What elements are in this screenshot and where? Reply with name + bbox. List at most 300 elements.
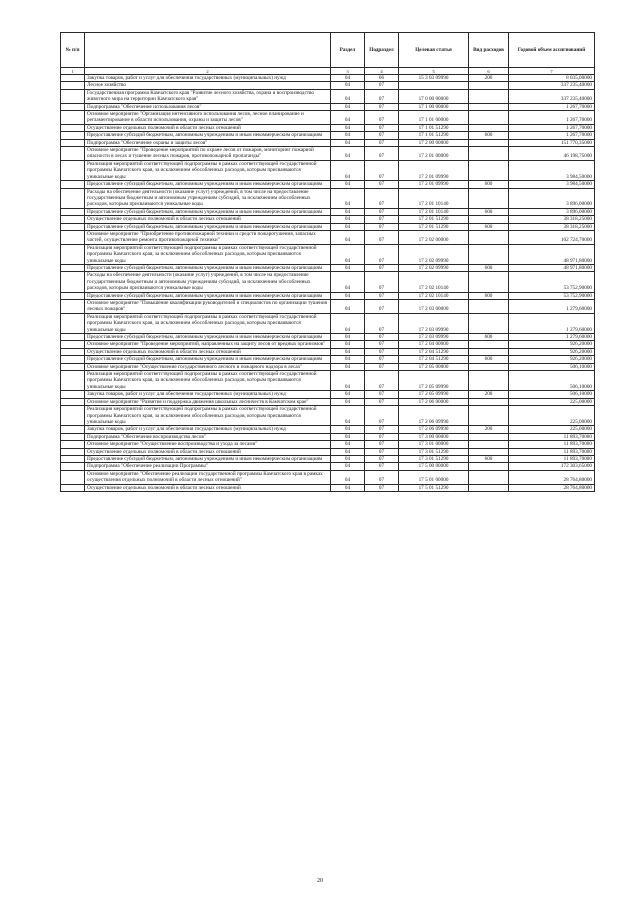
table-row bbox=[61, 160, 595, 180]
row-podrazdel-cell: 07 bbox=[365, 82, 399, 89]
row-vid-cell bbox=[469, 463, 509, 470]
table-row bbox=[61, 348, 595, 355]
row-vid-cell bbox=[469, 484, 509, 491]
row-statya-cell: 17 2 02 09990 bbox=[399, 244, 469, 264]
row-vid-cell: 600 bbox=[469, 223, 509, 230]
table-row bbox=[61, 75, 595, 82]
row-name-cell: Лесное хозяйство bbox=[85, 82, 331, 89]
row-name-cell: Основное мероприятие "Приобретение противопожарной техники и средств пожаротушения, запасных частей, осуществление ремонта противопожарной техники" bbox=[85, 230, 331, 244]
row-number-cell bbox=[61, 484, 85, 491]
table-row bbox=[61, 334, 595, 341]
row-number-cell bbox=[61, 334, 85, 341]
row-sum-cell: 926,20000 bbox=[509, 341, 595, 348]
row-statya-cell: 17 3 01 00000 bbox=[399, 441, 469, 448]
row-vid-cell: 600 bbox=[469, 264, 509, 271]
row-sum-cell: 506,10000 bbox=[509, 371, 595, 391]
row-statya-cell: 17 2 03 09990 bbox=[399, 313, 469, 333]
row-razdel-cell: 04 bbox=[331, 139, 365, 146]
row-number-cell bbox=[61, 356, 85, 363]
row-number-cell bbox=[61, 75, 85, 82]
column-number: 1 bbox=[61, 68, 85, 75]
row-number-cell bbox=[61, 208, 85, 215]
table-row bbox=[61, 363, 595, 370]
row-statya-cell: 17 1 01 00000 bbox=[399, 111, 469, 125]
row-sum-cell: 11 893,70000 bbox=[509, 433, 595, 440]
row-vid-cell bbox=[469, 111, 509, 125]
row-vid-cell bbox=[469, 147, 509, 161]
row-name-cell: Подпрограмма "Обеспечение воспроизводства лесов" bbox=[85, 433, 331, 440]
row-razdel-cell: 04 bbox=[331, 398, 365, 405]
row-sum-cell: 38 318,25000 bbox=[509, 216, 595, 223]
row-statya-cell: 17 5 00 00000 bbox=[399, 463, 469, 470]
row-statya-cell: 17 2 06 09990 bbox=[399, 426, 469, 433]
row-podrazdel-cell: 07 bbox=[365, 334, 399, 341]
table-row bbox=[61, 406, 595, 426]
row-vid-cell bbox=[469, 348, 509, 355]
table-row bbox=[61, 223, 595, 230]
row-statya-cell: 17 3 01 51290 bbox=[399, 455, 469, 462]
row-statya-cell: 17 0 00 00000 bbox=[399, 89, 469, 103]
row-razdel-cell: 04 bbox=[331, 463, 365, 470]
row-name-cell: Осуществление отдельных полномочий в области лесных отношений bbox=[85, 348, 331, 355]
row-razdel-cell: 04 bbox=[331, 216, 365, 223]
row-podrazdel-cell: 07 bbox=[365, 103, 399, 110]
row-podrazdel-cell: 07 bbox=[365, 188, 399, 208]
row-razdel-cell: 04 bbox=[331, 426, 365, 433]
row-name-cell: Закупка товаров, работ и услуг для обеспечения государственных (муниципальных) нужд bbox=[85, 391, 331, 398]
row-number-cell bbox=[61, 433, 85, 440]
row-razdel-cell: 04 bbox=[331, 103, 365, 110]
row-name-cell: Основное мероприятие "Развитие и поддержка движения школьных лесничеств в Камчатском крае" bbox=[85, 398, 331, 405]
row-number-cell bbox=[61, 313, 85, 333]
row-number-cell bbox=[61, 244, 85, 264]
row-vid-cell bbox=[469, 300, 509, 314]
header-razdel: Раздел bbox=[331, 33, 365, 68]
row-podrazdel-cell: 07 bbox=[365, 341, 399, 348]
row-vid-cell: 600 bbox=[469, 292, 509, 299]
table-row bbox=[61, 124, 595, 131]
row-sum-cell: 225,00000 bbox=[509, 398, 595, 405]
row-vid-cell: 200 bbox=[469, 391, 509, 398]
row-sum-cell: 1 267,70000 bbox=[509, 132, 595, 139]
row-statya-cell: 17 2 03 00000 bbox=[399, 300, 469, 314]
row-sum-cell: 337 235,40000 bbox=[509, 89, 595, 103]
row-number-cell bbox=[61, 124, 85, 131]
row-sum-cell: 1 267,70000 bbox=[509, 103, 595, 110]
row-sum-cell: 3 896,00000 bbox=[509, 208, 595, 215]
row-name-cell: Закупка товаров, работ и услуг для обеспечения государственных (муниципальных) нужд bbox=[85, 426, 331, 433]
row-number-cell bbox=[61, 470, 85, 484]
row-podrazdel-cell: 07 bbox=[365, 391, 399, 398]
row-statya-cell: 17 2 04 00000 bbox=[399, 341, 469, 348]
row-vid-cell bbox=[469, 441, 509, 448]
row-number-cell bbox=[61, 111, 85, 125]
table-row bbox=[61, 313, 595, 333]
table-row bbox=[61, 264, 595, 271]
row-razdel-cell: 04 bbox=[331, 111, 365, 125]
row-vid-cell bbox=[469, 470, 509, 484]
row-razdel-cell: 04 bbox=[331, 223, 365, 230]
column-number: 3 bbox=[331, 68, 365, 75]
row-sum-cell: 46 198,75000 bbox=[509, 147, 595, 161]
row-podrazdel-cell: 07 bbox=[365, 448, 399, 455]
row-vid-cell bbox=[469, 313, 509, 333]
row-name-cell: Закупка товаров, работ и услуг для обеспечения государственных (муниципальных) нужд bbox=[85, 75, 331, 82]
row-razdel-cell: 04 bbox=[331, 341, 365, 348]
table-row bbox=[61, 139, 595, 146]
row-podrazdel-cell: 07 bbox=[365, 406, 399, 426]
row-podrazdel-cell: 07 bbox=[365, 356, 399, 363]
row-vid-cell bbox=[469, 82, 509, 89]
budget-sheet bbox=[60, 32, 594, 492]
row-vid-cell: 200 bbox=[469, 75, 509, 82]
row-razdel-cell: 04 bbox=[331, 356, 365, 363]
row-name-cell: Реализация мероприятий соответствующей подпрограммы в рамках соответствующей государственной программы Камчатского края, за исключением обособленных расходов, которым присваиваются уникальные коды bbox=[85, 160, 331, 180]
header-statya: Целевая статья bbox=[399, 33, 469, 68]
row-sum-cell: 225,00000 bbox=[509, 426, 595, 433]
table-row bbox=[61, 216, 595, 223]
row-razdel-cell: 04 bbox=[331, 124, 365, 131]
row-number-cell bbox=[61, 160, 85, 180]
row-number-cell bbox=[61, 391, 85, 398]
row-name-cell: Предоставление субсидий бюджетным, автономным учреждениям и иным некоммерческим организациям bbox=[85, 208, 331, 215]
row-number-cell bbox=[61, 398, 85, 405]
row-sum-cell: 102 724,70000 bbox=[509, 230, 595, 244]
row-podrazdel-cell: 07 bbox=[365, 463, 399, 470]
row-sum-cell: 1 279,60000 bbox=[509, 313, 595, 333]
row-name-cell: Подпрограмма "Обеспечение реализации Программы" bbox=[85, 463, 331, 470]
row-name-cell: Предоставление субсидий бюджетным, автономным учреждениям и иным некоммерческим организациям bbox=[85, 292, 331, 299]
row-statya-cell: 17 1 00 00000 bbox=[399, 103, 469, 110]
row-name-cell: Предоставление субсидий бюджетным, автономным учреждениям и иным некоммерческим организациям bbox=[85, 356, 331, 363]
row-sum-cell: 151 770,35000 bbox=[509, 139, 595, 146]
row-sum-cell: 1 267,70000 bbox=[509, 124, 595, 131]
row-sum-cell: 11 893,70000 bbox=[509, 448, 595, 455]
row-sum-cell: 1 267,70000 bbox=[509, 111, 595, 125]
row-number-cell bbox=[61, 82, 85, 89]
row-name-cell: Реализация мероприятий соответствующей подпрограммы в рамках соответствующей государственной программы Камчатского края, за исключением обособленных расходов, которым присваиваются уникальные коды bbox=[85, 313, 331, 333]
row-name-cell: Основное мероприятие "Проведение мероприятий по охране лесов от пожаров, мониторинг пожарной опасности в лесах и тушение лесных пожаров, противопожарной пропаганды" bbox=[85, 147, 331, 161]
row-statya-cell: 17 2 02 09990 bbox=[399, 264, 469, 271]
row-razdel-cell: 04 bbox=[331, 371, 365, 391]
row-name-cell: Основное мероприятие "Повышение квалификации руководителей и специалистов по организации тушения лесных пожаров" bbox=[85, 300, 331, 314]
row-vid-cell bbox=[469, 230, 509, 244]
row-razdel-cell: 04 bbox=[331, 181, 365, 188]
row-statya-cell: 17 2 05 09990 bbox=[399, 371, 469, 391]
row-number-cell bbox=[61, 426, 85, 433]
row-podrazdel-cell: 07 bbox=[365, 147, 399, 161]
row-razdel-cell: 04 bbox=[331, 188, 365, 208]
row-sum-cell: 11 893,70000 bbox=[509, 441, 595, 448]
row-statya-cell: 17 3 00 00000 bbox=[399, 433, 469, 440]
row-statya-cell: 17 2 01 51290 bbox=[399, 223, 469, 230]
row-razdel-cell: 04 bbox=[331, 132, 365, 139]
column-number: 6 bbox=[469, 68, 509, 75]
row-number-cell bbox=[61, 363, 85, 370]
row-vid-cell bbox=[469, 124, 509, 131]
row-sum-cell: 28 764,80000 bbox=[509, 470, 595, 484]
row-razdel-cell: 04 bbox=[331, 363, 365, 370]
table-row bbox=[61, 111, 595, 125]
row-name-cell: Осуществление отдельных полномочий в области лесных отношений bbox=[85, 448, 331, 455]
row-podrazdel-cell: 07 bbox=[365, 132, 399, 139]
row-razdel-cell: 04 bbox=[331, 292, 365, 299]
row-number-cell bbox=[61, 147, 85, 161]
row-name-cell: Подпрограмма "Обеспечение охраны и защиты лесов" bbox=[85, 139, 331, 146]
row-razdel-cell: 04 bbox=[331, 313, 365, 333]
table-row bbox=[61, 398, 595, 405]
row-podrazdel-cell: 07 bbox=[365, 89, 399, 103]
table-row bbox=[61, 470, 595, 484]
row-podrazdel-cell: 07 bbox=[365, 292, 399, 299]
column-number: 2 bbox=[85, 68, 331, 75]
row-number-cell bbox=[61, 216, 85, 223]
row-podrazdel-cell: 07 bbox=[365, 300, 399, 314]
budget-table bbox=[60, 32, 595, 492]
row-number-cell bbox=[61, 455, 85, 462]
row-sum-cell: 926,20000 bbox=[509, 348, 595, 355]
row-statya-cell: 17 2 02 10140 bbox=[399, 292, 469, 299]
row-statya-cell: 17 2 01 00000 bbox=[399, 147, 469, 161]
table-row bbox=[61, 89, 595, 103]
table-row bbox=[61, 272, 595, 292]
row-name-cell: Основное мероприятие "Осуществление воспроизводства и ухода за лесами" bbox=[85, 441, 331, 448]
row-sum-cell: 48 971,80000 bbox=[509, 244, 595, 264]
table-row bbox=[61, 391, 595, 398]
row-sum-cell: 3 984,50000 bbox=[509, 181, 595, 188]
table-row bbox=[61, 371, 595, 391]
row-vid-cell: 600 bbox=[469, 132, 509, 139]
row-podrazdel-cell: 07 bbox=[365, 426, 399, 433]
row-name-cell: Предоставление субсидий бюджетным, автономным учреждениям и иным некоммерческим организациям bbox=[85, 334, 331, 341]
row-statya-cell: 17 1 01 51290 bbox=[399, 124, 469, 131]
table-row bbox=[61, 356, 595, 363]
row-statya-cell: 17 3 01 51290 bbox=[399, 448, 469, 455]
row-podrazdel-cell: 07 bbox=[365, 111, 399, 125]
table-row bbox=[61, 426, 595, 433]
row-razdel-cell: 04 bbox=[331, 448, 365, 455]
row-podrazdel-cell: 07 bbox=[365, 363, 399, 370]
row-vid-cell: 200 bbox=[469, 426, 509, 433]
row-statya-cell bbox=[399, 82, 469, 89]
row-vid-cell: 600 bbox=[469, 208, 509, 215]
row-number-cell bbox=[61, 406, 85, 426]
row-number-cell bbox=[61, 264, 85, 271]
row-vid-cell bbox=[469, 433, 509, 440]
row-podrazdel-cell: 07 bbox=[365, 264, 399, 271]
table-row bbox=[61, 230, 595, 244]
row-podrazdel-cell: 07 bbox=[365, 139, 399, 146]
row-number-cell bbox=[61, 371, 85, 391]
row-statya-cell: 17 2 05 09990 bbox=[399, 391, 469, 398]
row-name-cell: Осуществление отдельных полномочий в области лесных отношений bbox=[85, 124, 331, 131]
row-name-cell: Реализация мероприятий соответствующей подпрограммы в рамках соответствующей государственной программы Камчатского края, за исключением обособленных расходов, которым присваиваются уникальные коды bbox=[85, 244, 331, 264]
row-name-cell: Расходы на обеспечение деятельности (оказание услуг) учреждений, в том числе на предоставление государственным бюджетным и автономным учреждениям субсидий, за исключением обособленных расходов, которым присваиваются уникальные коды bbox=[85, 272, 331, 292]
table-row bbox=[61, 433, 595, 440]
table-row bbox=[61, 82, 595, 89]
row-statya-cell: 17 2 01 09990 bbox=[399, 181, 469, 188]
row-number-cell bbox=[61, 300, 85, 314]
row-podrazdel-cell: 07 bbox=[365, 244, 399, 264]
row-number-cell bbox=[61, 89, 85, 103]
row-sum-cell: 225,00000 bbox=[509, 406, 595, 426]
row-number-cell bbox=[61, 188, 85, 208]
table-row bbox=[61, 441, 595, 448]
row-number-cell bbox=[61, 441, 85, 448]
row-podrazdel-cell: 07 bbox=[365, 455, 399, 462]
row-vid-cell: 600 bbox=[469, 356, 509, 363]
row-vid-cell: 600 bbox=[469, 455, 509, 462]
row-razdel-cell: 04 bbox=[331, 334, 365, 341]
row-vid-cell bbox=[469, 160, 509, 180]
table-row bbox=[61, 132, 595, 139]
row-podrazdel-cell: 07 bbox=[365, 124, 399, 131]
row-sum-cell: 172 303,65000 bbox=[509, 463, 595, 470]
row-name-cell: Предоставление субсидий бюджетным, автономным учреждениям и иным некоммерческим организациям bbox=[85, 223, 331, 230]
table-row bbox=[61, 244, 595, 264]
row-razdel-cell: 04 bbox=[331, 272, 365, 292]
row-name-cell: Основное мероприятие "Обеспечение реализации государственной программы Камчатского края в рамках осуществления отдельных полномочий в области лесных отношений" bbox=[85, 470, 331, 484]
row-number-cell bbox=[61, 223, 85, 230]
row-statya-cell: 17 2 00 00000 bbox=[399, 139, 469, 146]
row-podrazdel-cell: 06 bbox=[365, 75, 399, 82]
table-row bbox=[61, 292, 595, 299]
row-number-cell bbox=[61, 139, 85, 146]
row-name-cell: Государственная программа Камчатского края "Развитие лесного хозяйства, охрана и воспроизводство животного мира на территории Камчатского края" bbox=[85, 89, 331, 103]
row-razdel-cell: 04 bbox=[331, 82, 365, 89]
row-name-cell: Предоставление субсидий бюджетным, автономным учреждениям и иным некоммерческим организациям bbox=[85, 455, 331, 462]
table-row bbox=[61, 188, 595, 208]
row-podrazdel-cell: 07 bbox=[365, 181, 399, 188]
table-row bbox=[61, 448, 595, 455]
row-statya-cell: 17 2 04 51290 bbox=[399, 348, 469, 355]
row-podrazdel-cell: 07 bbox=[365, 433, 399, 440]
row-statya-cell: 15 3 03 09990 bbox=[399, 75, 469, 82]
row-razdel-cell: 04 bbox=[331, 406, 365, 426]
row-vid-cell: 600 bbox=[469, 334, 509, 341]
row-razdel-cell: 04 bbox=[331, 441, 365, 448]
table-row bbox=[61, 341, 595, 348]
row-sum-cell: 1 279,60000 bbox=[509, 334, 595, 341]
row-podrazdel-cell: 07 bbox=[365, 348, 399, 355]
row-podrazdel-cell: 07 bbox=[365, 470, 399, 484]
row-vid-cell bbox=[469, 371, 509, 391]
page-number: 20 bbox=[317, 878, 323, 884]
row-sum-cell: 38 318,25000 bbox=[509, 223, 595, 230]
header-number: № п/п bbox=[61, 33, 85, 68]
row-name-cell: Расходы на обеспечение деятельности (оказание услуг) учреждений, в том числе на предоставление государственным бюджетным и автономным учреждениям субсидий, за исключением обособленных расходов, которым присваиваются уникальные коды bbox=[85, 188, 331, 208]
row-name-cell: Реализация мероприятий соответствующей подпрограммы в рамках соответствующей государственной программы Камчатского края, за исключением обособленных расходов, которым присваиваются уникальные коды bbox=[85, 406, 331, 426]
row-number-cell bbox=[61, 103, 85, 110]
row-name-cell: Осуществление отдельных полномочий в области лесных отношений bbox=[85, 484, 331, 491]
row-vid-cell bbox=[469, 398, 509, 405]
row-razdel-cell: 04 bbox=[331, 348, 365, 355]
row-number-cell bbox=[61, 341, 85, 348]
row-number-cell bbox=[61, 463, 85, 470]
row-vid-cell bbox=[469, 406, 509, 426]
row-podrazdel-cell: 07 bbox=[365, 208, 399, 215]
column-number-row bbox=[61, 68, 595, 75]
row-podrazdel-cell: 07 bbox=[365, 223, 399, 230]
row-sum-cell: 506,10000 bbox=[509, 391, 595, 398]
row-podrazdel-cell: 07 bbox=[365, 371, 399, 391]
row-podrazdel-cell: 07 bbox=[365, 272, 399, 292]
row-razdel-cell: 04 bbox=[331, 147, 365, 161]
row-vid-cell bbox=[469, 363, 509, 370]
row-name-cell: Осуществление отдельных полномочий в области лесных отношений bbox=[85, 216, 331, 223]
row-statya-cell: 17 1 01 51290 bbox=[399, 132, 469, 139]
row-name-cell: Предоставление субсидий бюджетным, автономным учреждениям и иным некоммерческим организациям bbox=[85, 264, 331, 271]
row-razdel-cell: 04 bbox=[331, 230, 365, 244]
row-statya-cell: 17 2 05 00000 bbox=[399, 363, 469, 370]
row-statya-cell: 17 2 03 09990 bbox=[399, 334, 469, 341]
row-vid-cell bbox=[469, 244, 509, 264]
row-number-cell bbox=[61, 230, 85, 244]
row-statya-cell: 17 2 04 51290 bbox=[399, 356, 469, 363]
row-sum-cell: 8 035,00000 bbox=[509, 75, 595, 82]
table-row bbox=[61, 208, 595, 215]
row-sum-cell: 53 752,90000 bbox=[509, 292, 595, 299]
row-vid-cell bbox=[469, 139, 509, 146]
row-razdel-cell: 04 bbox=[331, 264, 365, 271]
column-number: 4 bbox=[365, 68, 399, 75]
row-number-cell bbox=[61, 272, 85, 292]
column-number: 7 bbox=[509, 68, 595, 75]
row-vid-cell: 600 bbox=[469, 181, 509, 188]
column-number: 5 bbox=[399, 68, 469, 75]
row-number-cell bbox=[61, 448, 85, 455]
row-razdel-cell: 04 bbox=[331, 484, 365, 491]
row-razdel-cell: 04 bbox=[331, 160, 365, 180]
table-row bbox=[61, 484, 595, 491]
row-statya-cell: 17 2 01 10140 bbox=[399, 188, 469, 208]
row-name-cell: Предоставление субсидий бюджетным, автономным учреждениям и иным некоммерческим организациям bbox=[85, 132, 331, 139]
row-sum-cell: 53 752,90000 bbox=[509, 272, 595, 292]
header-name bbox=[85, 33, 331, 68]
row-podrazdel-cell: 07 bbox=[365, 230, 399, 244]
header-podrazdel: Подраздел bbox=[365, 33, 399, 68]
row-podrazdel-cell: 07 bbox=[365, 160, 399, 180]
table-row bbox=[61, 463, 595, 470]
row-razdel-cell: 04 bbox=[331, 89, 365, 103]
row-vid-cell bbox=[469, 448, 509, 455]
table-row bbox=[61, 181, 595, 188]
row-name-cell: Основное мероприятие "Проведение мероприятий, направленных на защиту лесов от вредных организмов" bbox=[85, 341, 331, 348]
row-number-cell bbox=[61, 181, 85, 188]
row-name-cell: Основное мероприятие "Осуществление государственного лесного и пожарного надзора в лесах" bbox=[85, 363, 331, 370]
table-row bbox=[61, 455, 595, 462]
row-name-cell: Реализация мероприятий соответствующей подпрограммы в рамках соответствующей государственной программы Камчатского края, за исключением обособленных расходов, которым присваиваются уникальные коды bbox=[85, 371, 331, 391]
row-sum-cell: 28 764,80000 bbox=[509, 484, 595, 491]
row-razdel-cell: 04 bbox=[331, 433, 365, 440]
row-vid-cell bbox=[469, 188, 509, 208]
row-statya-cell: 17 2 02 10140 bbox=[399, 272, 469, 292]
row-number-cell bbox=[61, 348, 85, 355]
row-sum-cell: 48 971,80000 bbox=[509, 264, 595, 271]
header-vid: Вид расходов bbox=[469, 33, 509, 68]
row-podrazdel-cell: 07 bbox=[365, 441, 399, 448]
table-row bbox=[61, 103, 595, 110]
row-razdel-cell: 04 bbox=[331, 244, 365, 264]
row-name-cell: Основное мероприятие "Организация интенсивного использования лесов, лесное планирование и регламентирование в области использования, охраны и защиты лесов" bbox=[85, 111, 331, 125]
row-podrazdel-cell: 07 bbox=[365, 398, 399, 405]
row-sum-cell: 3 984,50000 bbox=[509, 160, 595, 180]
row-vid-cell bbox=[469, 272, 509, 292]
row-statya-cell: 17 2 01 10140 bbox=[399, 208, 469, 215]
header-row bbox=[61, 33, 595, 68]
row-sum-cell: 1 279,60000 bbox=[509, 300, 595, 314]
header-sum: Годовой объем ассигнований bbox=[509, 33, 595, 68]
